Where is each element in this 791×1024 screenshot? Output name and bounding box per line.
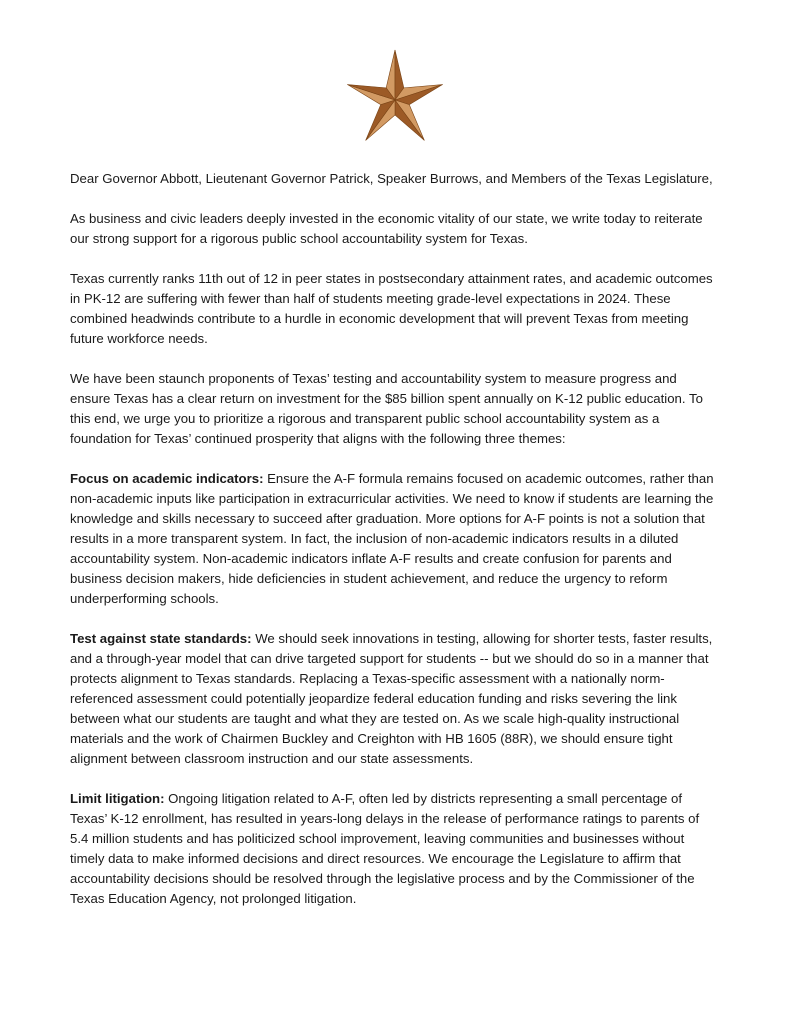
theme-body: Ongoing litigation related to A-F, often led by districts representing a small percentage of Texas’ K-12 enrollment, has resulted in years-long delays in the release of performance ratings to parents of 5.4 million students and has politicized school improvement, leaving communities and businesses without timely data to make informed decisions and direct resources. We encourage the Legislature to affirm that accountability decisions should be resolved through the legislative process and by the Commissioner of the Texas Education Agency, not prolonged litigation. [70,791,700,906]
context-paragraph: Texas currently ranks 11th out of 12 in peer states in postsecondary attainment rates, and academic outcomes in PK-12 are suffering with fewer than half of students meeting grade-level expectations in 2024. These combined headwinds contribute to a hurdle in economic development that will prevent Texas from meeting future workforce needs. [70,271,713,346]
theme-limit-litigation [70,789,718,909]
star-facet-dark [366,100,395,140]
salutation: Dear Governor Abbott, Lieutenant Governor Patrick, Speaker Burrows, and Members of the Texas Legislature, [70,171,713,186]
theme-state-standards [70,629,718,769]
themes-intro-paragraph: We have been staunch proponents of Texas’ testing and accountability system to measure progress and ensure Texas has a clear return on investment for the $85 billion spent annually on K-12 public education. To this end, we urge you to prioritize a rigorous and transparent public school accountability system as a foundation for Texas’ continued prosperity that aligns with the following three themes: [70,371,703,446]
theme-heading: Test against state standards: [70,631,252,646]
texas-star-icon [343,46,447,146]
theme-heading: Limit litigation: [70,791,165,806]
letter-body [70,169,718,929]
theme-body: Ensure the A-F formula remains focused on academic outcomes, rather than non-academic inputs like participation in extracurricular activities. We need to know if students are learning the knowledge and skills necessary to succeed after graduation. More options for A-F points is not a solution that results in a more transparent system. In fact, the inclusion of non-academic indicators results in a diluted accountability system. Non-academic indicators inflate A-F results and create confusion for parents and business decision makers, hide deficiencies in student achievement, and reduce the urgency to reform underperforming schools. [70,471,714,606]
intro-paragraph: As business and civic leaders deeply invested in the economic vitality of our state, we write today to reiterate our strong support for a rigorous public school accountability system for Texas. [70,211,703,246]
theme-academic-indicators [70,469,718,609]
theme-heading: Focus on academic indicators: [70,471,264,486]
theme-body: We should seek innovations in testing, allowing for shorter tests, faster results, and a through-year model that can drive targeted support for students -- but we should do so in a manner that protects alignment to Texas standards. Replacing a Texas-specific assessment with a nationally norm-referenced assessment could potentially jeopardize federal education funding and risks severing the link between what our students are taught and what they are tested on. As we scale high-quality instructional materials and the work of Chairmen Buckley and Creighton with HB 1605 (88R), we should ensure tight alignment between classroom instruction and our state assessments. [70,631,713,766]
texas-star-emblem [343,46,447,146]
